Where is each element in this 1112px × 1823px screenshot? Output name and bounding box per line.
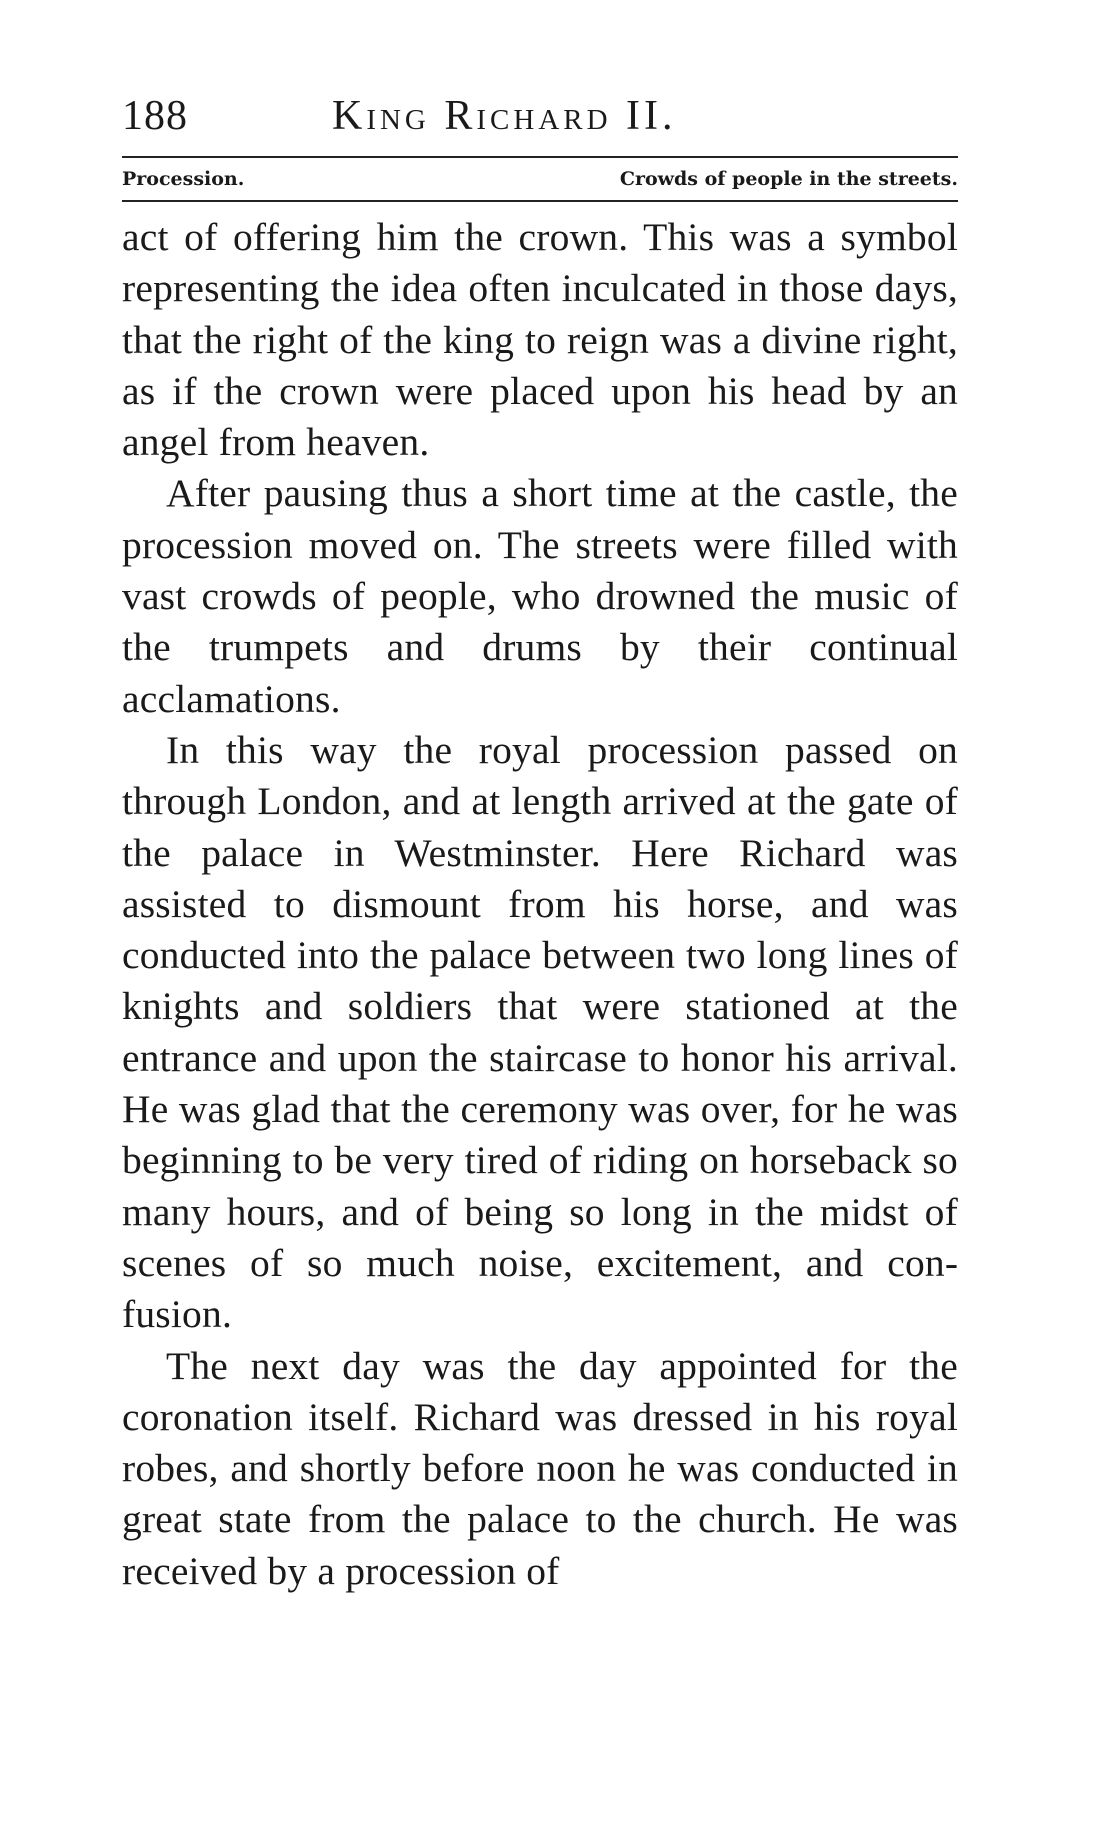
paragraph: act of offering him the crown. This was a symbol representing the idea often inculcated in those days, that the right of the king to reign was a divine right, as if the crown were placed upon his head by an angel from heaven. bbox=[122, 215, 958, 465]
subhead-left: Procession. bbox=[122, 168, 245, 190]
book-page bbox=[122, 92, 958, 1597]
paragraph: In this way the royal procession passed on through London, and at length arrived at the gate of the palace in Westminster. Here Richard was assisted to dismount from his horse, and was conducted into the palace between two long lines of knights and soldiers that were stationed at the entrance and upon the staircase to honor his arrival. He was glad that the ceremony was over, for he was beginning to be very tired of riding on horseback so many hours, and of being so long in the midst of scenes of so much noise, excitement, and confusion. bbox=[122, 727, 958, 1337]
subhead-right: Crowds of people in the streets. bbox=[619, 168, 958, 190]
page-number: 188 bbox=[122, 93, 188, 139]
paragraph: The next day was the day appointed for the coronation itself. Richard was dressed in his royal robes, and shortly before noon he was conducted in great state from the palace to the church. He was received by a procession of bbox=[122, 1343, 958, 1593]
book-title: King Richard II. bbox=[332, 93, 677, 139]
subhead-rule bbox=[122, 200, 958, 202]
paragraph: After pausing thus a short time at the castle, the procession moved on. The streets were filled with vast crowds of people, who drowned the music of the trumpets and drums by their continual acclamations. bbox=[122, 471, 958, 721]
body-text bbox=[122, 212, 958, 1597]
running-head bbox=[122, 92, 958, 152]
marginal-subheads bbox=[122, 158, 958, 196]
